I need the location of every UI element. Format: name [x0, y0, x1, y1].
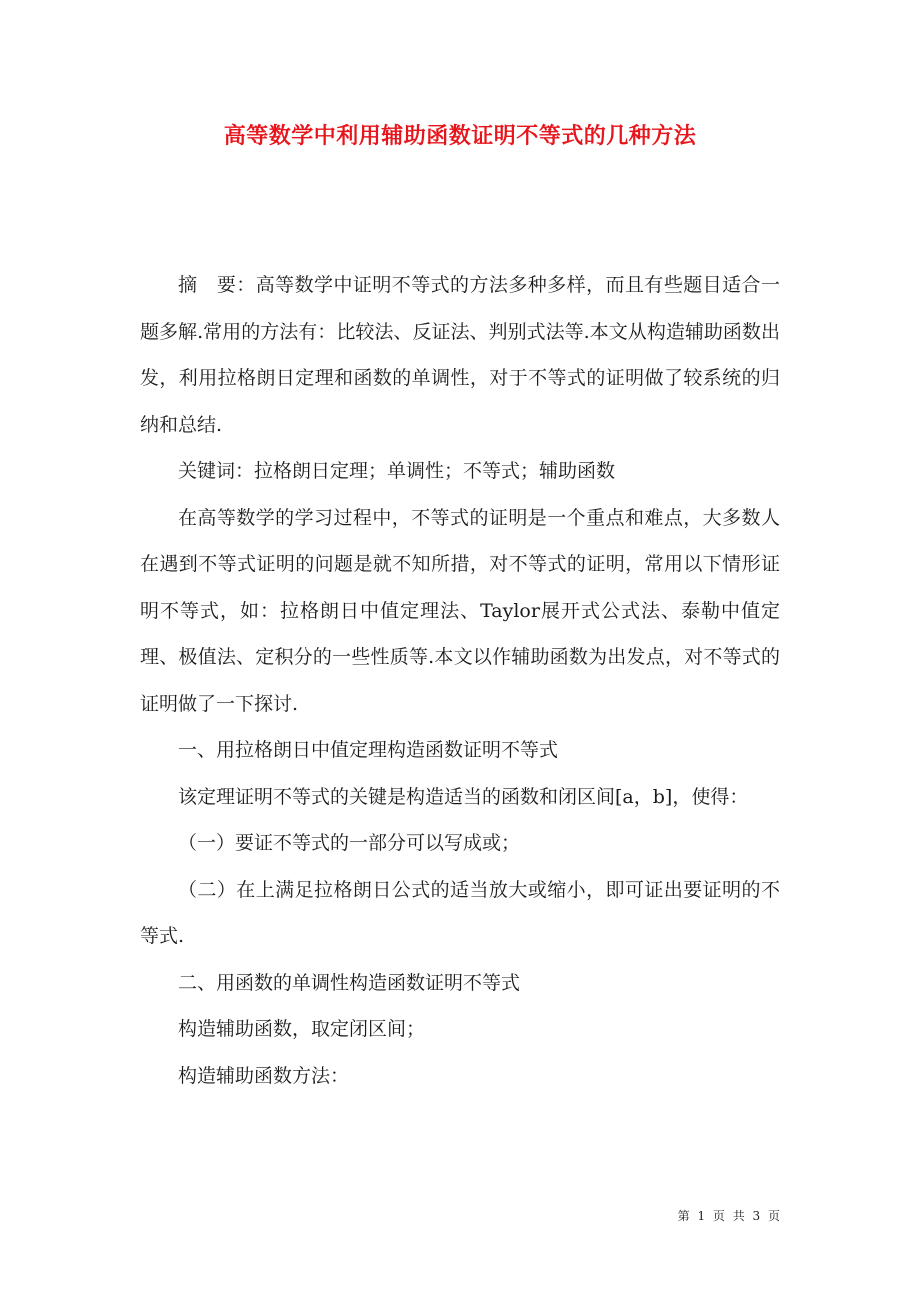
list-item-1: （一）要证不等式的一部分可以写成或；	[178, 832, 521, 854]
abstract-paragraph: 摘 要：高等数学中证明不等式的方法多种多样，而且有些题目适合一题多解.常用的方法有：比较法、反证法、判别式法等.本文从构造辅助函数出发，利用拉格朗日定理和函数的单调性，对于不等式的证明做了较系统的归纳和总结.	[140, 274, 780, 436]
keywords-paragraph: 关键词：拉格朗日定理；单调性；不等式；辅助函数	[178, 460, 616, 482]
intro-paragraph: 在高等数学的学习过程中，不等式的证明是一个重点和难点，大多数人在遇到不等式证明的问题是就不知所措，对不等式的证明，常用以下情形证明不等式，如：拉格朗日中值定理法、Taylor展开式公式法、泰勒中值定理、极值法、定积分的一些性质等.本文以作辅助函数为出发点，对不等式的证明做了一下探讨.	[140, 506, 780, 715]
body-paragraph: 该定理证明不等式的关键是构造适当的函数和闭区间[a，b]，使得：	[178, 785, 749, 808]
list-item-2: （二）在上满足拉格朗日公式的适当放大或缩小，即可证出要证明的不等式.	[140, 878, 780, 947]
body-paragraph: 构造辅助函数，取定闭区间；	[178, 1018, 426, 1040]
section-heading-1: 一、用拉格朗日中值定理构造函数证明不等式	[178, 739, 559, 761]
document-title: 高等数学中利用辅助函数证明不等式的几种方法	[223, 123, 697, 149]
document-body	[140, 262, 780, 1099]
page-number-footer: 第 1 页 共 3 页	[677, 1209, 782, 1223]
section-heading-2: 二、用函数的单调性构造函数证明不等式	[178, 971, 521, 994]
body-paragraph: 构造辅助函数方法：	[178, 1064, 350, 1087]
